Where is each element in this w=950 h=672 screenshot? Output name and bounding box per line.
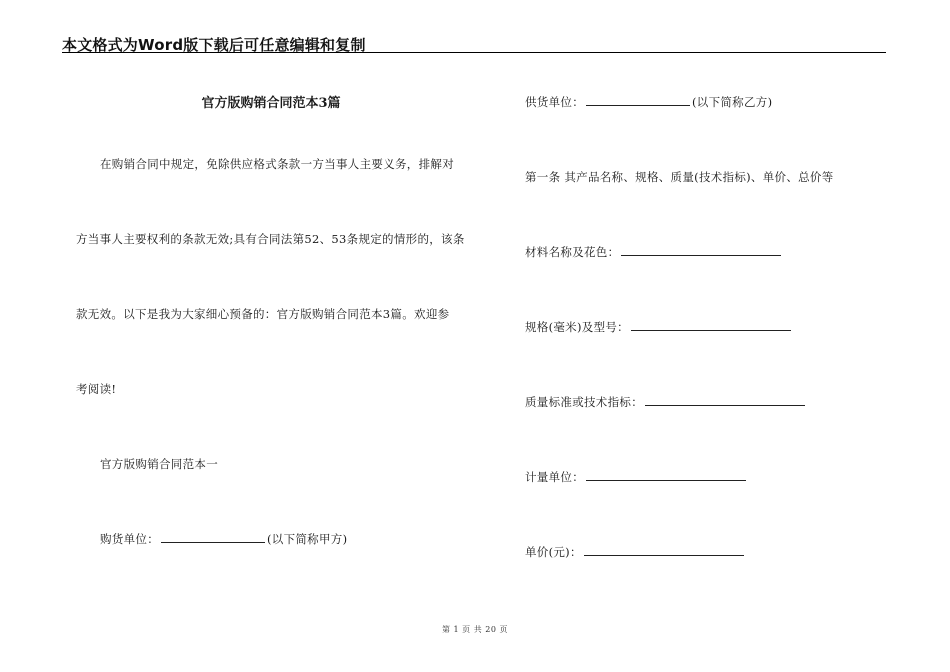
- supplier-label: 供货单位：: [525, 95, 584, 109]
- spec-line: [525, 319, 793, 335]
- header-rule: [62, 52, 886, 53]
- buyer-label: 购货单位：: [100, 532, 159, 546]
- intro-line-1: 在购销合同中规定，免除供应格式条款一方当事人主要义务，排解对: [100, 157, 454, 171]
- intro-line-2: 方当事人主要权利的条款无效;具有合同法第52、53条规定的情形的，该条: [76, 232, 465, 246]
- page-number: 第 1 页 共 20 页: [442, 625, 508, 634]
- supplier-line: [525, 94, 772, 110]
- price-line: [525, 544, 746, 560]
- material-blank[interactable]: [621, 244, 781, 256]
- supplier-suffix: (以下简称乙方): [692, 95, 773, 109]
- spec-label: 规格(毫米)及型号：: [525, 320, 629, 334]
- supplier-blank[interactable]: [586, 94, 690, 106]
- material-label: 材料名称及花色：: [525, 245, 620, 259]
- article-1: 第一条 其产品名称、规格、质量(技术指标)、单价、总价等: [525, 170, 834, 184]
- section-title: 官方版购销合同范本一: [100, 457, 218, 471]
- intro-line-3: 款无效。以下是我为大家细心预备的：官方版购销合同范本3篇。欢迎参: [76, 307, 450, 321]
- material-line: [525, 244, 783, 260]
- intro-line-4: 考阅读!: [76, 382, 117, 396]
- quality-line: [525, 394, 807, 410]
- buyer-suffix: (以下简称甲方): [267, 532, 348, 546]
- spec-blank[interactable]: [631, 319, 791, 331]
- price-blank[interactable]: [584, 544, 744, 556]
- price-label: 单价(元)：: [525, 545, 582, 559]
- document-title: 官方版购销合同范本3篇: [201, 96, 341, 111]
- quality-blank[interactable]: [645, 394, 805, 406]
- buyer-line: [100, 531, 347, 547]
- quality-label: 质量标准或技术指标：: [525, 395, 643, 409]
- unit-label: 计量单位：: [525, 470, 584, 484]
- buyer-blank[interactable]: [161, 531, 265, 543]
- document-banner: 本文格式为Word版下载后可任意编辑和复制: [62, 36, 366, 54]
- unit-line: [525, 469, 748, 485]
- unit-blank[interactable]: [586, 469, 746, 481]
